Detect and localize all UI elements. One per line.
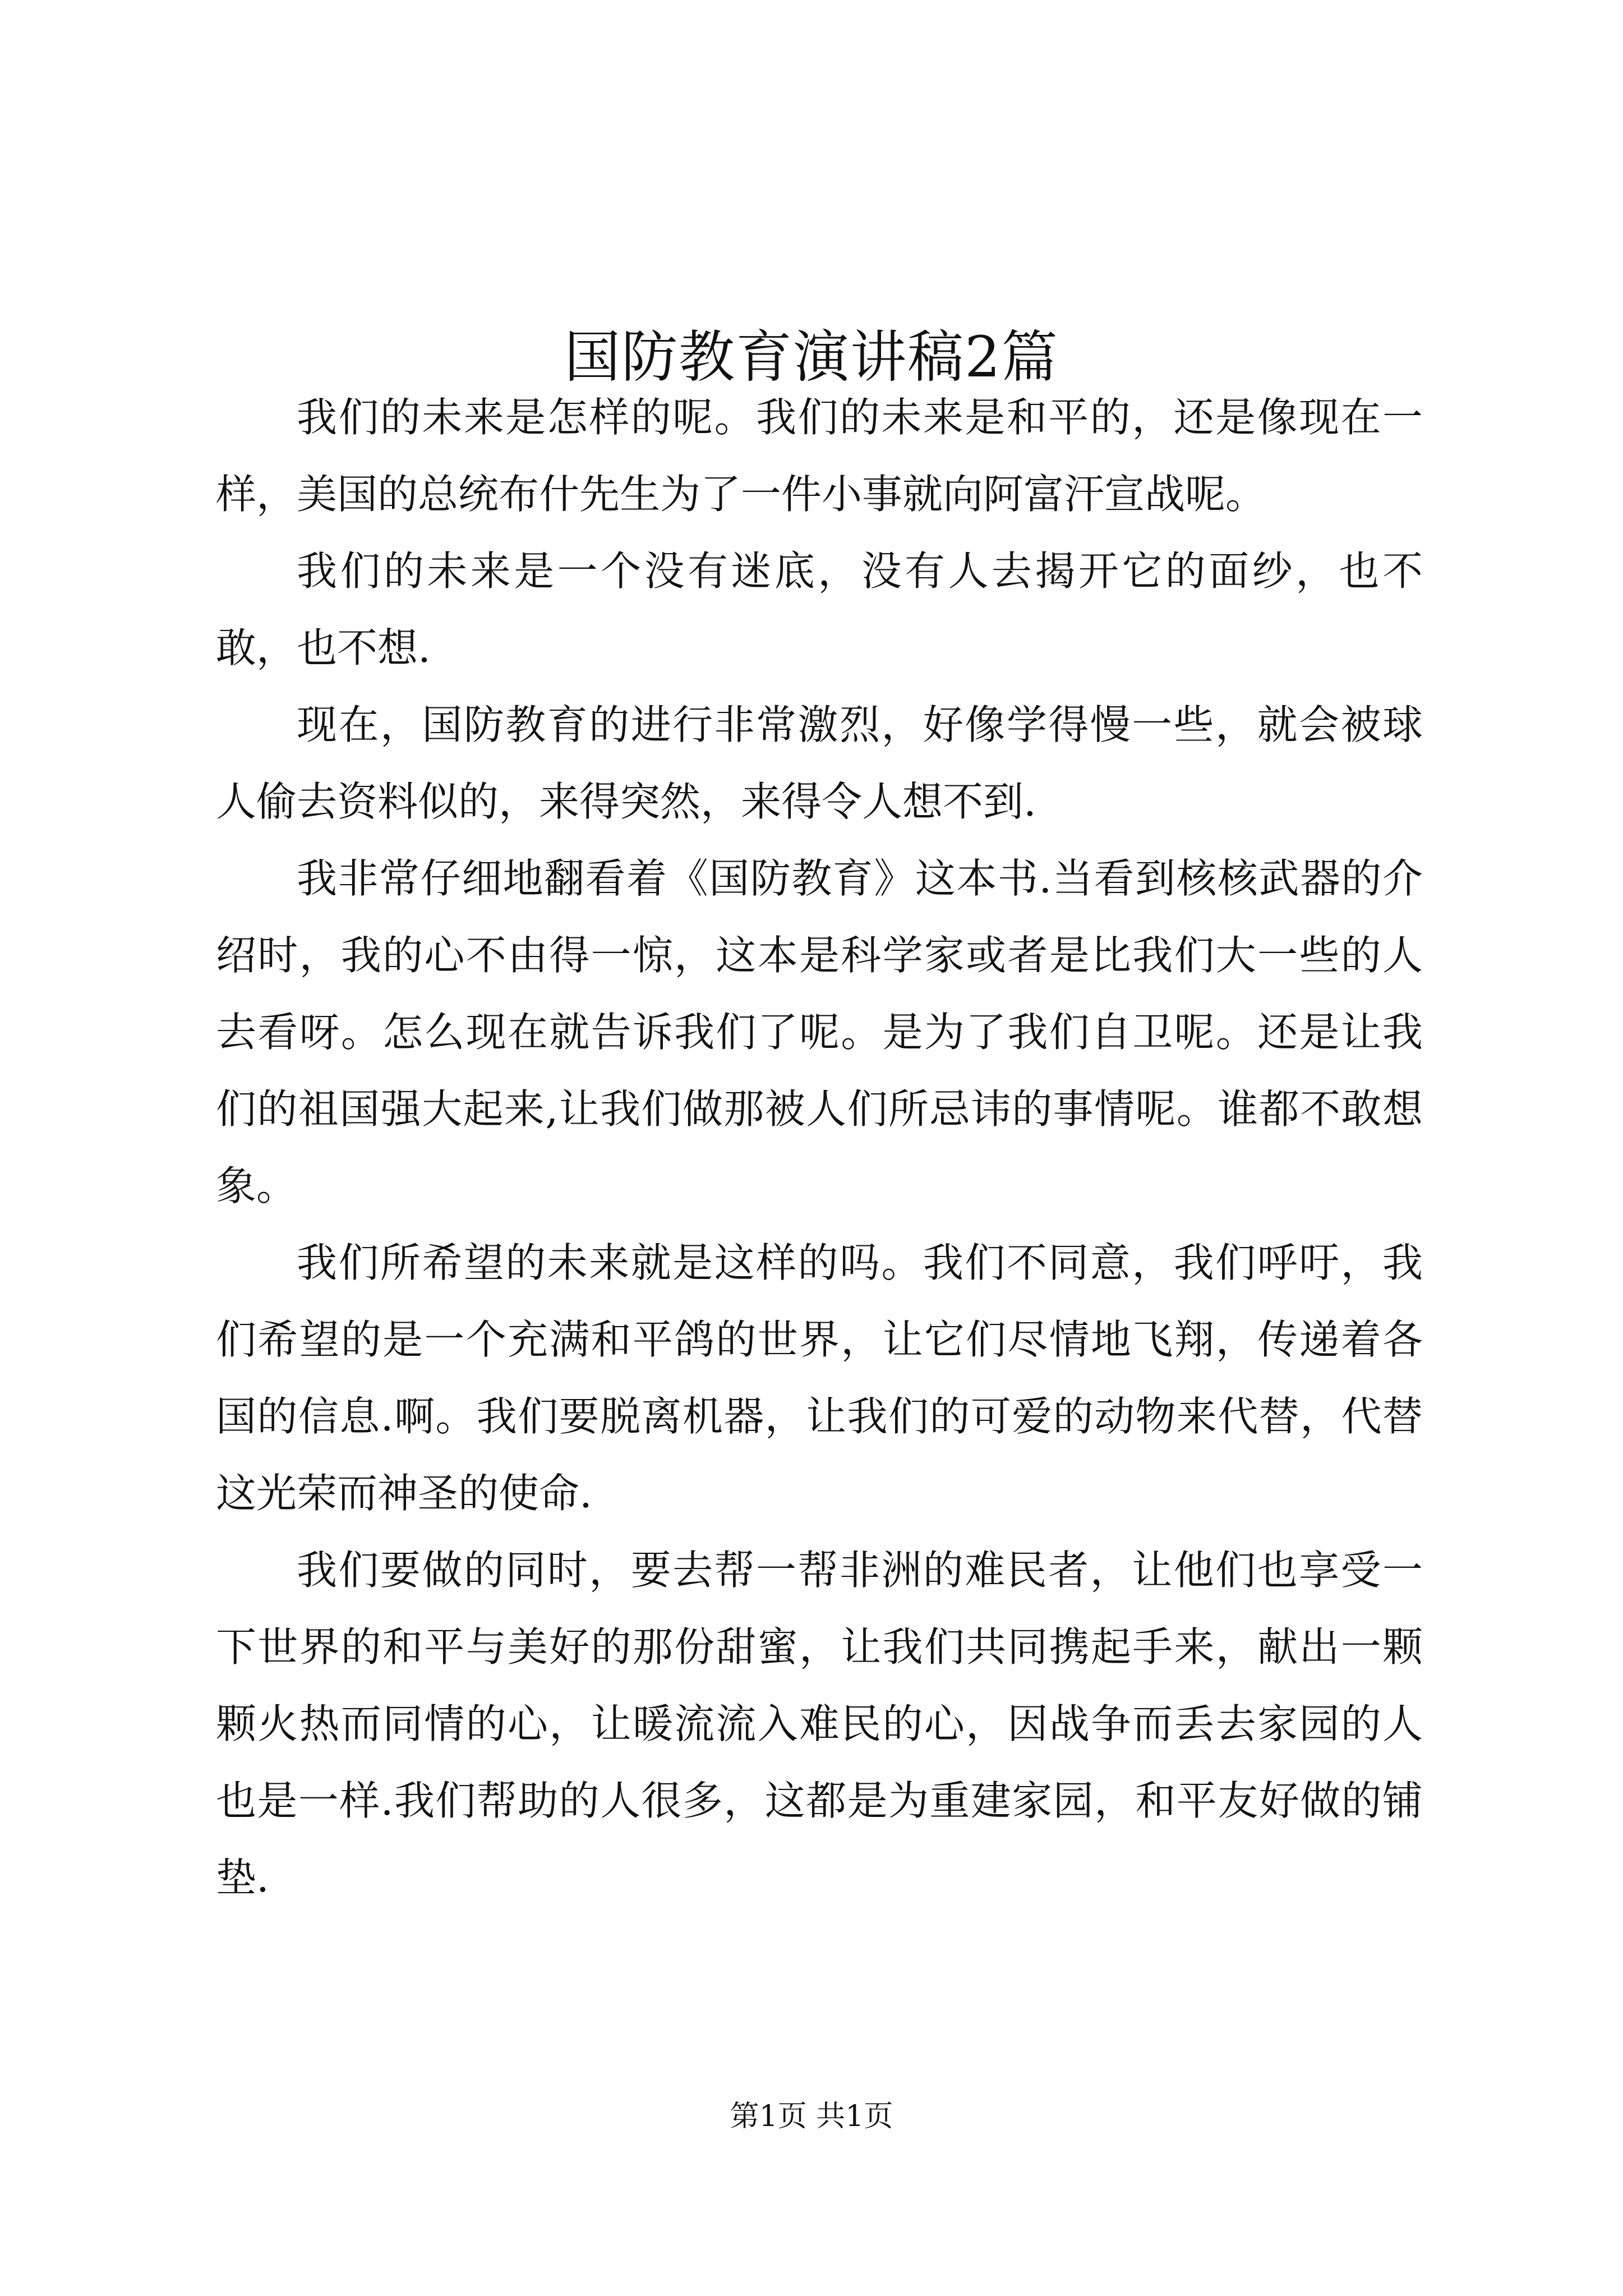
paragraph-5: 我们所希望的未来就是这样的吗。我们不同意，我们呼吁，我们希望的是一个充满和平鸽的世界，让它们尽情地飞翔，传递着各国的信息.啊。我们要脱离机器，让我们的可爱的动物来代替，代替这光荣而神圣的使命. — [216, 1239, 1423, 1517]
paragraph-1: 我们的未来是怎样的呢。我们的未来是和平的，还是像现在一样，美国的总统布什先生为了一件小事就向阿富汗宣战呢。 — [216, 394, 1423, 518]
paragraph-4: 我非常仔细地翻看着《国防教育》这本书.当看到核核武器的介绍时，我的心不由得一惊，这本是科学家或者是比我们大一些的人去看呀。怎么现在就告诉我们了呢。是为了我们自卫呢。还是让我们的祖国强大起来,让我们做那被人们所忌讳的事情呢。谁都不敢想象。 — [216, 855, 1423, 1209]
paragraph-2: 我们的未来是一个没有迷底，没有人去揭开它的面纱，也不敢，也不想. — [216, 547, 1423, 671]
paragraph-6: 我们要做的同时，要去帮一帮非洲的难民者，让他们也享受一下世界的和平与美好的那份甜蜜，让我们共同携起手来，献出一颗颗火热而同情的心，让暖流流入难民的心，因战争而丢去家园的人也是一样.我们帮助的人很多，这都是为重建家园，和平友好做的铺垫. — [216, 1547, 1423, 1901]
page-footer: 第1页 共1页 — [730, 2100, 893, 2133]
document-body — [216, 379, 1423, 1916]
paragraph-3: 现在，国防教育的进行非常激烈，好像学得慢一些，就会被球人偷去资料似的，来得突然，来得令人想不到. — [216, 701, 1423, 825]
document-title: 国防教育演讲稿2篇 — [564, 324, 1059, 390]
